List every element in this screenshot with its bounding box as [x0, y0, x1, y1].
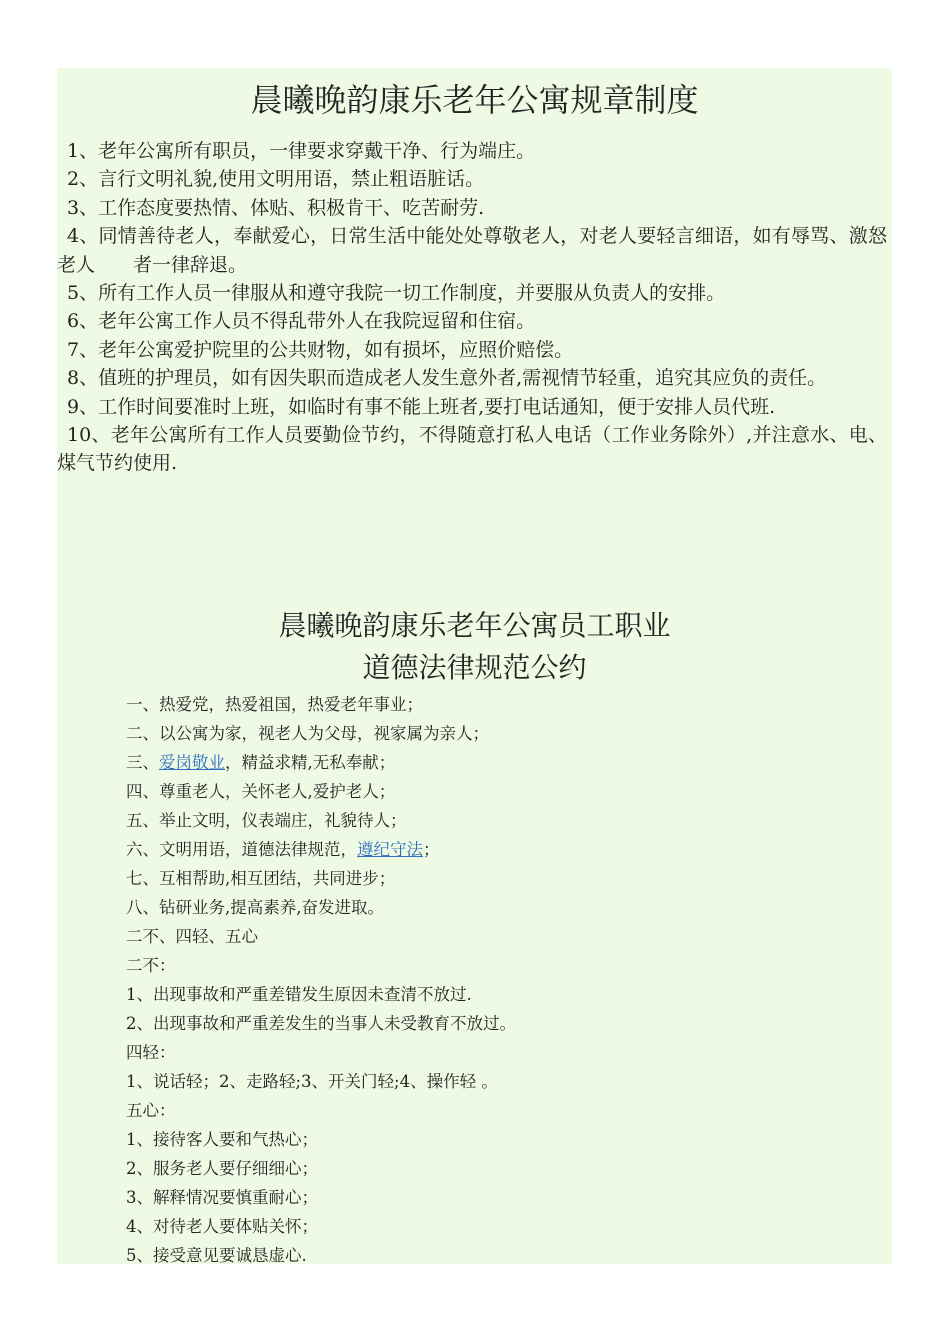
conduct-item: 四、尊重老人，关怀老人,爱护老人； [126, 782, 396, 801]
conduct-item-suffix: ； [423, 840, 440, 859]
page-title: 晨曦晚韵康乐老年公寓规章制度 [250, 81, 699, 119]
conduct-item: 二、以公寓为家，视老人为父母，视家属为亲人； [126, 724, 489, 743]
rule-item: 9、工作时间要准时上班，如临时有事不能上班者,要打电话通知，便于安排人员代班. [67, 395, 776, 418]
conduct-item [126, 835, 826, 864]
list-item: 4、对待老人要体贴关怀； [126, 1217, 318, 1236]
list-item: 2、服务老人要仔细细心； [126, 1159, 318, 1178]
subsection-heading: 二不、四轻、五心 [126, 927, 258, 946]
rules-list [57, 137, 887, 478]
conduct-item-suffix: ，精益求精,无私奉献； [225, 753, 396, 772]
law-abiding-link[interactable]: 遵纪守法 [357, 840, 423, 859]
love-job-link[interactable]: 爱岗敬业 [159, 753, 225, 772]
rule-item: 10、老年公寓所有工作人员要勤俭节约，不得随意打私人电话（工作业务除外）,并注意水、电、煤气节约使用. [57, 424, 887, 475]
conduct-item: 一、热爱党，热爱祖国，热爱老年事业； [126, 695, 423, 714]
rule-item: 6、老年公寓工作人员不得乱带外人在我院逗留和住宿。 [67, 310, 536, 333]
conduct-item-prefix: 六、文明用语，道德法律规范， [126, 840, 357, 859]
conduct-item: 八、钻研业务,提高素养,奋发进取。 [126, 898, 384, 917]
rule-item: 2、言行文明礼貌,使用文明用语，禁止粗语脏话。 [67, 168, 485, 191]
document-page [57, 68, 892, 1264]
conduct-item-prefix: 三、 [126, 753, 159, 772]
list-item: 3、解释情况要慎重耐心； [126, 1188, 318, 1207]
conduct-list [126, 690, 826, 1270]
subsection-heading: 五心： [126, 1101, 176, 1120]
rule-item: 5、所有工作人员一律服从和遵守我院一切工作制度，并要服从负责人的安排。 [67, 282, 726, 305]
list-item: 5、接受意见要诚恳虚心. [126, 1246, 307, 1265]
list-item: 2、出现事故和严重差发生的当事人未受教育不放过。 [126, 1014, 516, 1033]
conduct-item: 五、举止文明，仪表端庄，礼貌待人； [126, 811, 407, 830]
section-title-line-1: 晨曦晚韵康乐老年公寓员工职业 [278, 609, 671, 642]
list-item: 1、出现事故和严重差错发生原因未查清不放过. [126, 985, 472, 1004]
rule-item: 3、工作态度要热情、体贴、积极肯干、吃苦耐劳. [67, 196, 485, 219]
subsection-heading: 二不： [126, 956, 176, 975]
section-title-line-2: 道德法律规范公约 [362, 651, 587, 684]
subsection-heading: 四轻： [126, 1043, 176, 1062]
list-item: 1、说话轻；2、走路轻;3、开关门轻;4、操作轻 。 [126, 1072, 498, 1091]
rule-item: 1、老年公寓所有职员，一律要求穿戴干净、行为端庄。 [67, 140, 536, 162]
rule-item: 8、值班的护理员，如有因失职而造成老人发生意外者,需视情节轻重，追究其应负的责任。 [67, 367, 827, 390]
list-item: 1、接待客人要和气热心； [126, 1130, 318, 1149]
conduct-item: 七、互相帮助,相互团结，共同进步； [126, 869, 396, 888]
section-title [57, 605, 892, 689]
rule-item: 4、同情善待老人，奉献爱心，日常生活中能处处尊敬老人，对老人要轻言细语，如有辱骂、激怒老人 者一律辞退。 [57, 225, 887, 276]
rule-item: 7、老年公寓爱护院里的公共财物，如有损坏，应照价赔偿。 [67, 338, 574, 361]
conduct-item [126, 748, 826, 777]
